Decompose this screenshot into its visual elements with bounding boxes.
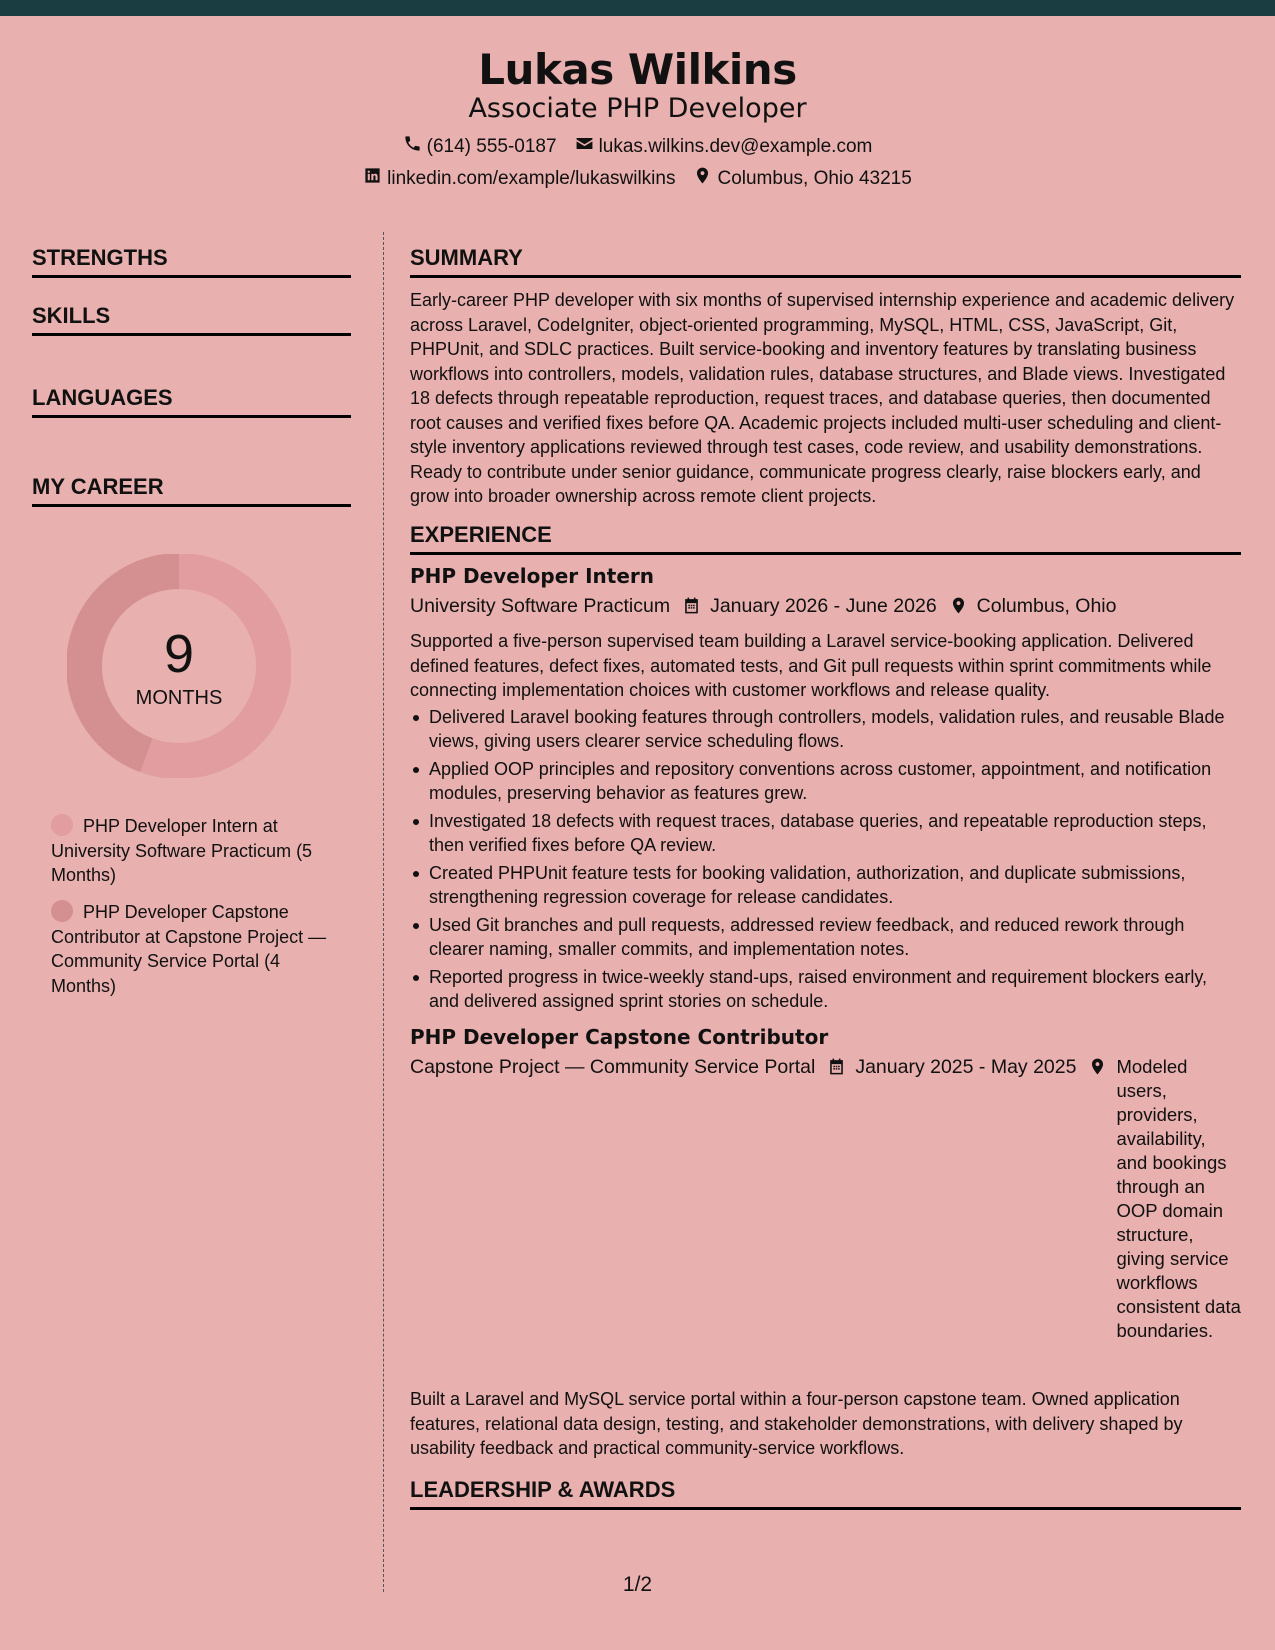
legend-dot [51, 900, 73, 922]
candidate-title: Associate PHP Developer [468, 93, 807, 124]
map-pin-icon [949, 594, 968, 621]
linkedin-item [363, 166, 675, 192]
job-dates-item [827, 1055, 1076, 1082]
page-number: 1/2 [622, 1573, 653, 1596]
job-location: Columbus, Ohio [976, 595, 1117, 617]
job-bullet: Created PHPUnit feature tests for booking validation, authorization, and duplicate submissions, strengthening regression coverage for release candidates. [410, 861, 1241, 910]
calendar-icon [682, 594, 701, 621]
job-company: University Software Practicum [410, 595, 671, 617]
legend-dot [51, 814, 73, 836]
career-months-label: MONTHS [135, 687, 223, 709]
career-total-months: 9 [163, 624, 195, 684]
resume-header [0, 16, 1275, 204]
career-legend-label: PHP Developer Capstone Contributor at Capstone Project — Community Service Portal (4 Months) [51, 902, 327, 996]
job-dates-item [682, 594, 937, 621]
job-title: PHP Developer Intern [410, 564, 654, 588]
linkedin-text: linkedin.com/example/lukaswilkins [387, 168, 676, 189]
phone-text: (614) 555-0187 [426, 136, 557, 157]
envelope-icon [575, 134, 594, 160]
job-location-item [949, 594, 1117, 621]
job-location-item [1088, 1055, 1241, 1343]
job-bullet: Delivered Laravel booking features through controllers, models, validation rules, and reusable Blade views, giving users clearer service scheduling flows. [410, 705, 1241, 754]
summary-heading: SUMMARY [410, 244, 1241, 278]
contact-row-2 [0, 166, 1275, 192]
leadership-heading: LEADERSHIP & AWARDS [410, 1476, 1241, 1510]
languages-heading: LANGUAGES [32, 384, 351, 418]
job-company: Capstone Project — Community Service Portal [410, 1056, 816, 1078]
candidate-name: Lukas Wilkins [478, 45, 797, 94]
job-description: Supported a five-person supervised team building a Laravel service-booking application. Delivered defined features, defect fixes, automated tests, and Git pull requests within sprint commitments while connecting implementation choices with customer workflows and release quality. [410, 631, 1212, 700]
career-heading: MY CAREER [32, 473, 351, 507]
career-legend-label: PHP Developer Intern at University Software Practicum (5 Months) [51, 816, 313, 885]
phone-icon [403, 134, 422, 160]
career-legend-item [51, 900, 331, 998]
email-text: lukas.wilkins.dev@example.com [598, 136, 873, 157]
job-description: Built a Laravel and MySQL service portal within a four-person capstone team. Owned application features, relational data design, testing, and stakeholder demonstrations, with delivery shaped by usability feedback and practical community-service workflows. [410, 1389, 1183, 1458]
contact-row-1 [0, 134, 1275, 160]
career-donut-chart [67, 554, 291, 778]
experience-heading: EXPERIENCE [410, 521, 1241, 555]
location-item [693, 166, 911, 192]
skills-heading: SKILLS [32, 302, 351, 336]
career-legend-item [51, 814, 331, 888]
phone-item [403, 134, 557, 160]
job-bullet: Investigated 18 defects with request traces, database queries, and repeatable reproduction steps, then verified fixes before QA review. [410, 809, 1241, 858]
job-meta [410, 594, 1241, 621]
job-meta [410, 1055, 1241, 1343]
summary-text: Early-career PHP developer with six months of supervised internship experience and academic delivery across Laravel, CodeIgniter, object-oriented programming, MySQL, HTML, CSS, JavaScript, Git, PHPUnit, and SDLC practices. Built service-booking and inventory features by translating business workflows into controllers, models, validation rules, database structures, and Blade views. Investigated 18 defects through repeatable reproduction, request traces, and database queries, then documented root causes and verified fixes before QA. Academic projects included multi-user scheduling and client-style inventory applications reviewed through test cases, code review, and usability demonstrations. Ready to contribute under senior guidance, communicate progress clearly, raise blockers early, and grow into broader ownership across remote client projects. [410, 290, 1235, 506]
job-dates: January 2026 - June 2026 [710, 595, 937, 617]
top-bar [0, 0, 1275, 16]
job-bullet: Reported progress in twice-weekly stand-ups, raised environment and requirement blockers early, and delivered assigned sprint stories on schedule. [410, 965, 1241, 1014]
job-title: PHP Developer Capstone Contributor [410, 1025, 829, 1049]
map-pin-icon [693, 166, 712, 192]
linkedin-icon [363, 166, 382, 192]
job-bullet: Used Git branches and pull requests, addressed review feedback, and reduced rework through clearer naming, smaller commits, and implementation notes. [410, 913, 1241, 962]
job-location: Modeled users, providers, availability, and bookings through an OOP domain structure, giving service workflows consistent data boundaries. [1116, 1056, 1241, 1341]
job-bullet: Applied OOP principles and repository conventions across customer, appointment, and notification modules, preserving behavior as features grew. [410, 757, 1241, 806]
calendar-icon [827, 1055, 846, 1082]
job-bullets [410, 705, 1241, 1014]
job-dates: January 2025 - May 2025 [855, 1056, 1077, 1078]
location-text: Columbus, Ohio 43215 [717, 168, 912, 189]
strengths-heading: STRENGTHS [32, 244, 351, 278]
experience-entry [410, 563, 1241, 1017]
map-pin-icon [1088, 1055, 1107, 1082]
experience-entry [410, 1024, 1241, 1343]
column-divider [383, 232, 384, 1592]
email-item [575, 134, 873, 160]
